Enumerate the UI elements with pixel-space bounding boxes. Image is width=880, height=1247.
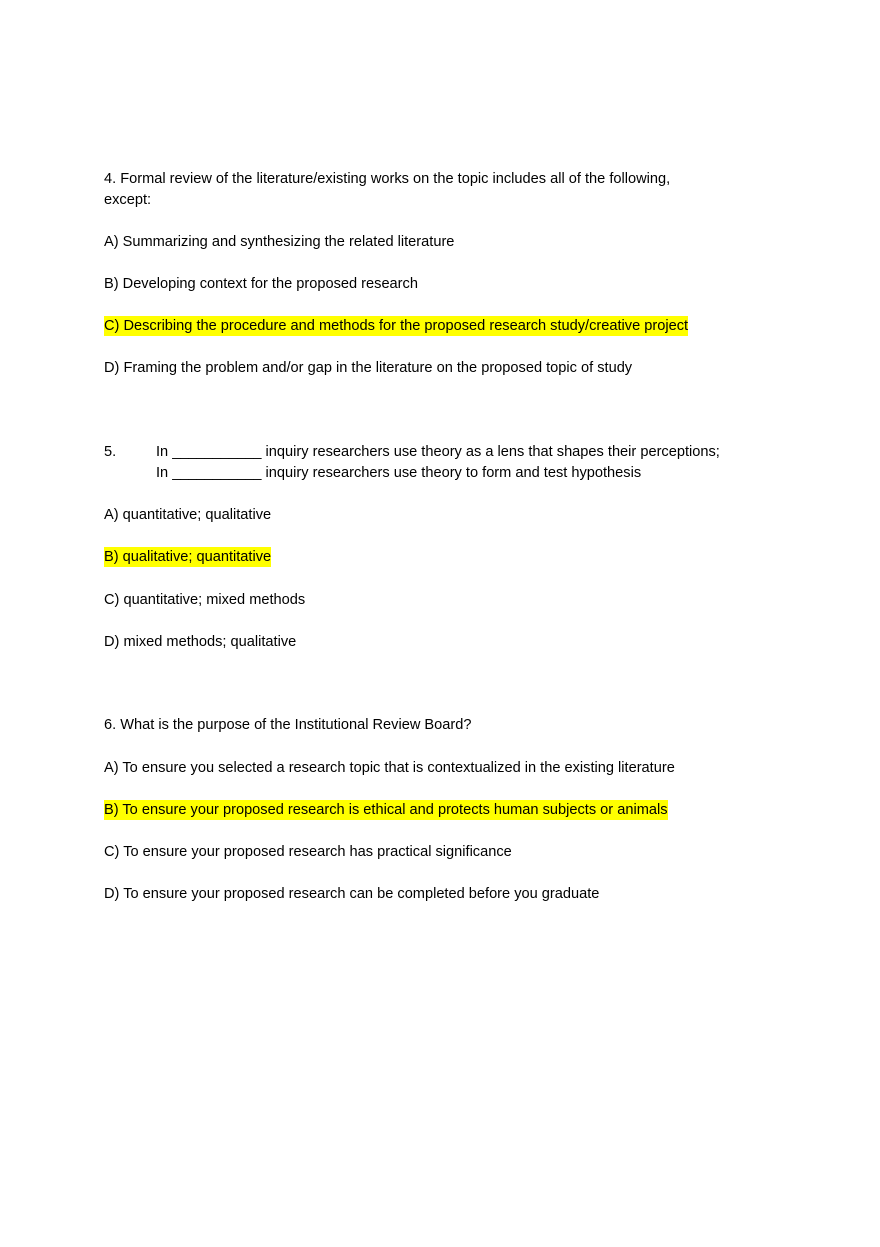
answer-option: D) mixed methods; qualitative	[104, 634, 297, 650]
answer-option: B) Developing context for the proposed research	[104, 276, 418, 292]
answer-option: C) quantitative; mixed methods	[104, 592, 306, 608]
answer-option: D) To ensure your proposed research can be completed before you graduate	[104, 886, 600, 902]
question-stem: except:	[104, 192, 152, 208]
question-stem: 4. Formal review of the literature/existing works on the topic includes all of the following,	[104, 171, 671, 187]
answer-option-highlighted: B) To ensure your proposed research is ethical and protects human subjects or animals	[104, 802, 668, 818]
answer-option: D) Framing the problem and/or gap in the literature on the proposed topic of study	[104, 360, 633, 376]
answer-option-highlighted: C) Describing the procedure and methods for the proposed research study/creative project	[104, 318, 689, 334]
answer-option: C) To ensure your proposed research has practical significance	[104, 844, 512, 860]
question-stem: In ___________ inquiry researchers use theory to form and test hypothesis	[156, 465, 642, 481]
answer-option: A) Summarizing and synthesizing the related literature	[104, 234, 455, 250]
answer-option: A) quantitative; qualitative	[104, 507, 272, 523]
question-stem: In ___________ inquiry researchers use theory as a lens that shapes their perceptions;	[156, 444, 720, 460]
question-number: 5.	[104, 444, 117, 460]
answer-option: A) To ensure you selected a research topic that is contextualized in the existing literature	[104, 760, 675, 776]
answer-option-highlighted: B) qualitative; quantitative	[104, 549, 272, 565]
question-stem: 6. What is the purpose of the Institutional Review Board?	[104, 717, 472, 733]
